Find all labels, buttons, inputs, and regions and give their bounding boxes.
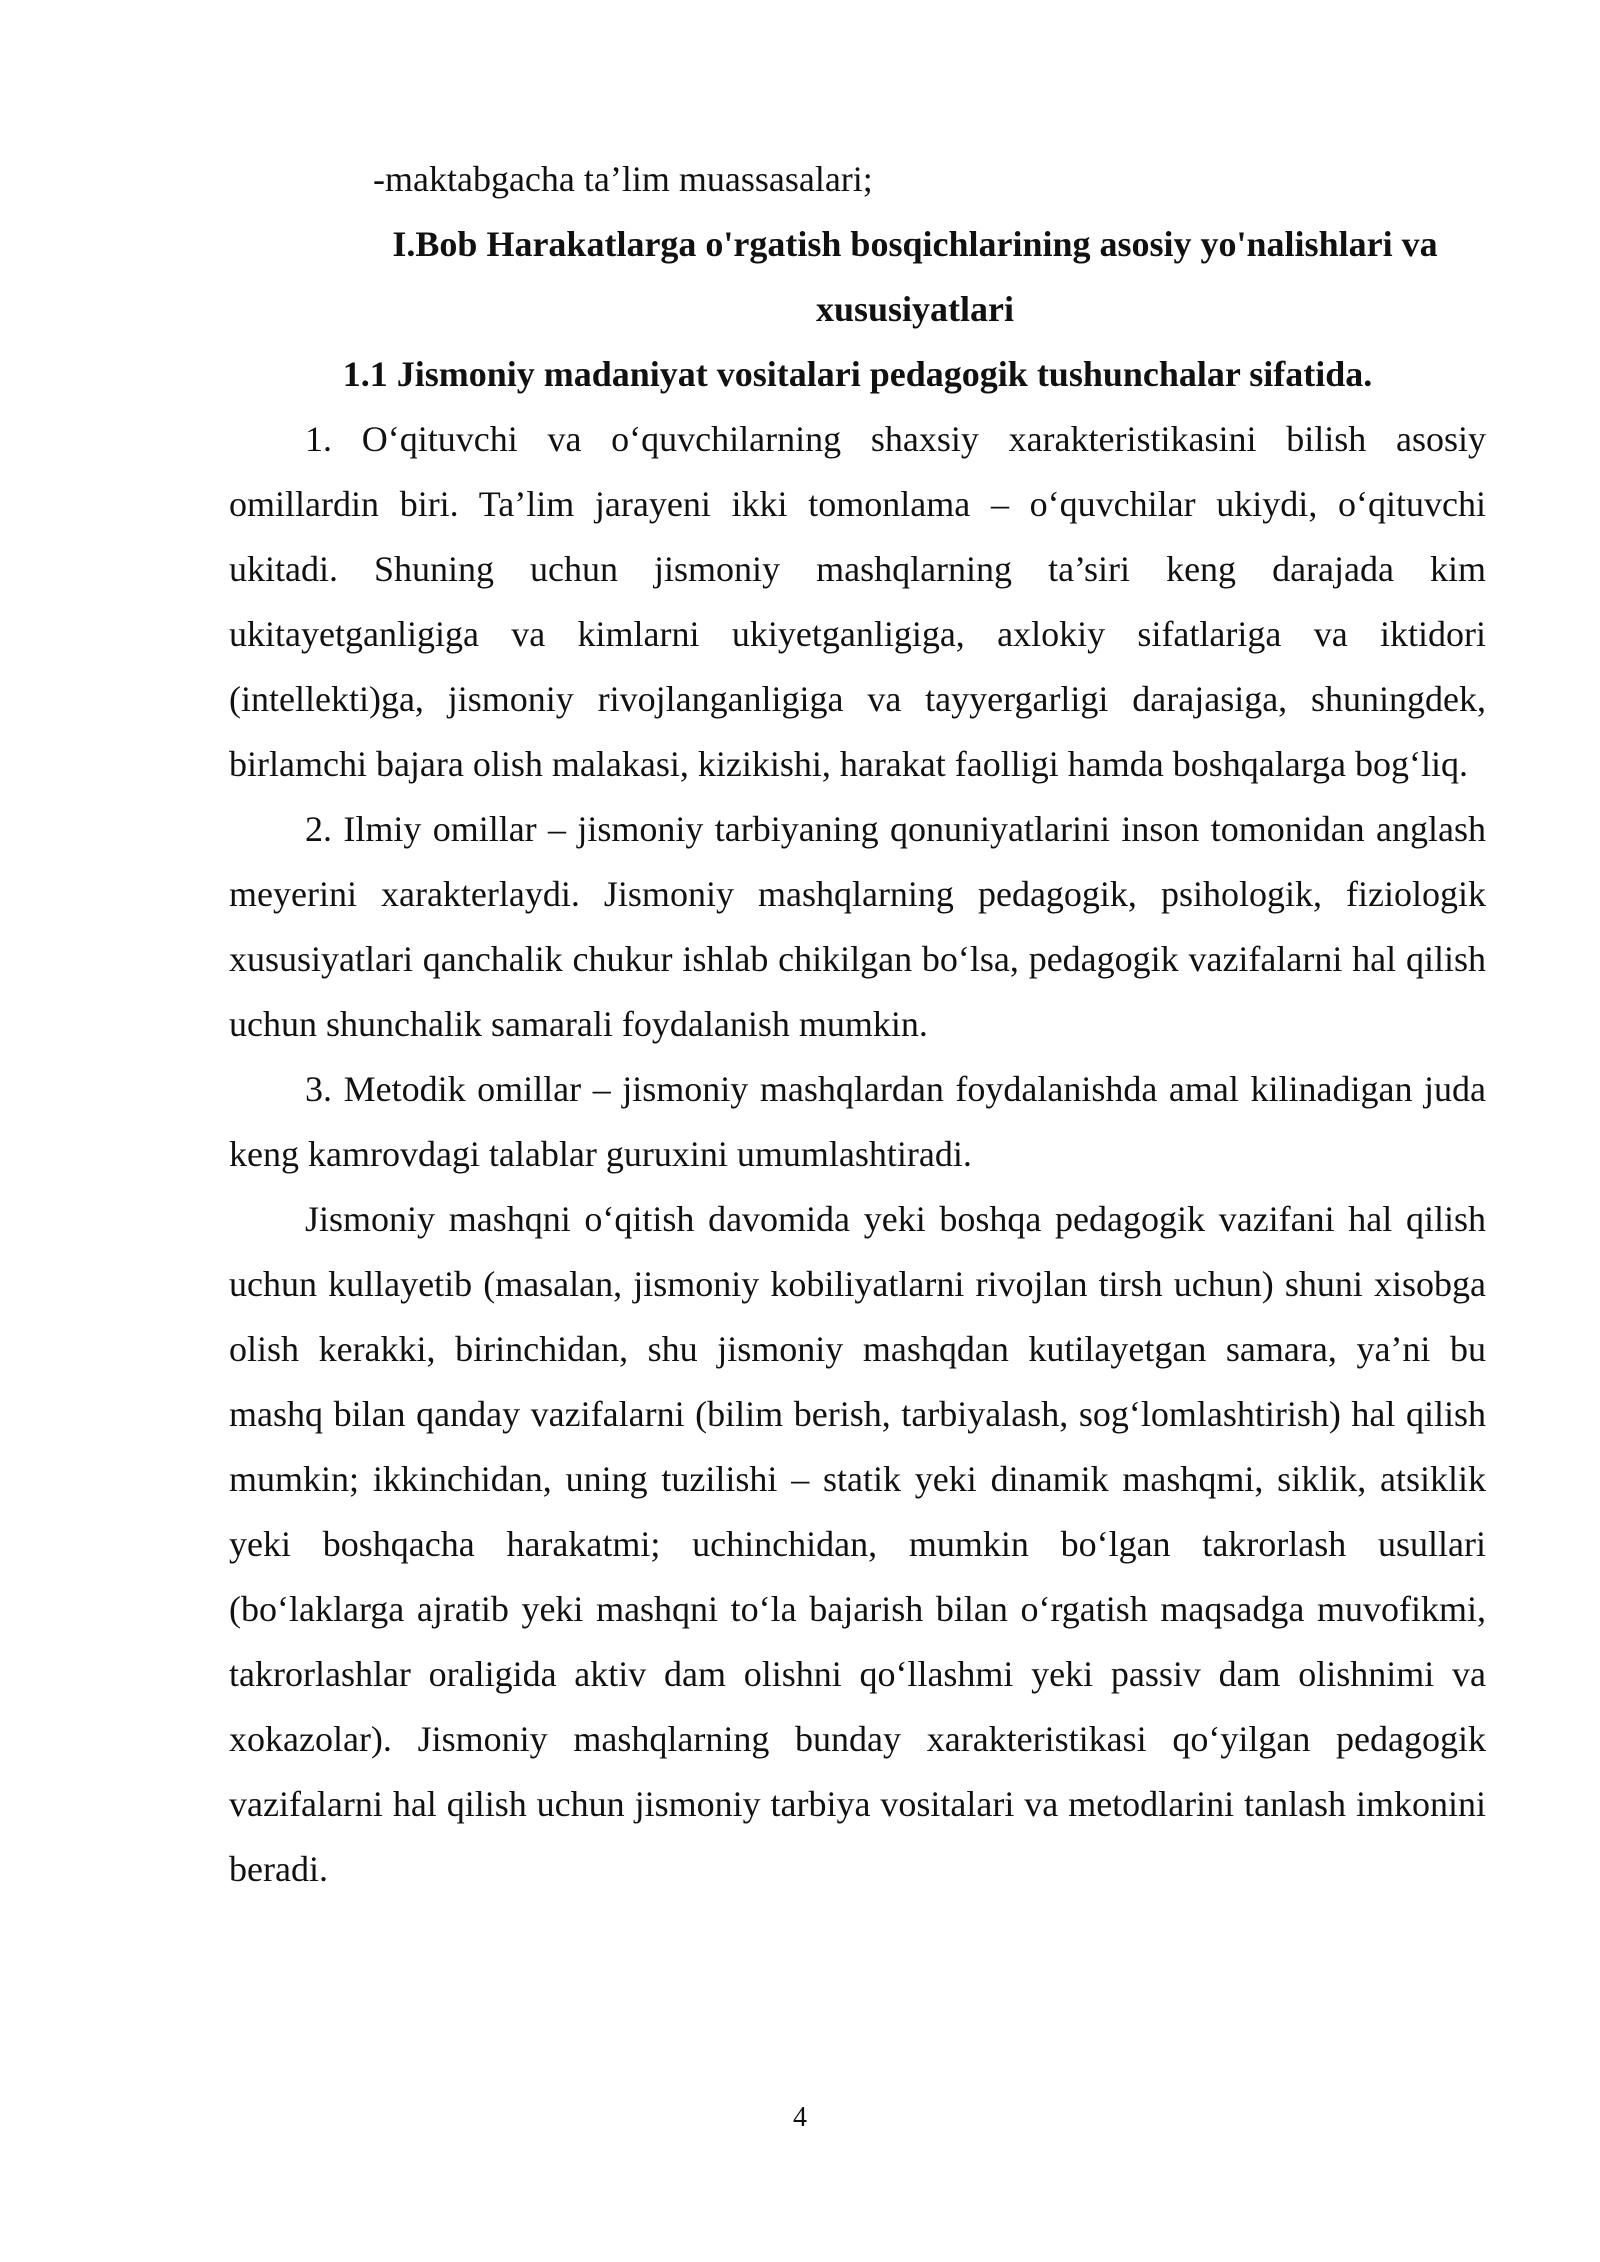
section-heading: 1.1 Jismoniy madaniyat vositalari pedagogik tushunchalar sifatida. bbox=[342, 354, 1373, 394]
page-number: 4 bbox=[793, 2102, 807, 2133]
intro-line: -maktabgacha ta’lim muassasalari; bbox=[373, 159, 873, 199]
chapter-heading: I.Bob Harakatlarga o'rgatish bosqichlarining asosiy yo'nalishlari va xususiyatlari bbox=[392, 224, 1438, 329]
page-content bbox=[229, 147, 1486, 1902]
paragraph-1: 1. O‘qituvchi va o‘quvchilarning shaxsiy xarakteristikasini bilish asosiy omillardin biri. Ta’lim jarayeni ikki tomonlama – o‘quvchilar ukiydi, o‘qituvchi ukitadi. Shuning uchun jismoniy mashqlarning ta’siri keng darajada kim ukitayetganligiga va kimlarni ukiyetganligiga, axlokiy sifatlariga va iktidori (intellekti)ga, jismoniy rivojlanganligiga va tayyergarligi darajasiga, shuningdek, birlamchi bajara olish malakasi, kizikishi, harakat faolligi hamda boshqalarga bog‘liq. bbox=[229, 419, 1486, 784]
paragraph-4: Jismoniy mashqni o‘qitish davomida yeki boshqa pedagogik vazifani hal qilish uchun kullayetib (masalan, jismoniy kobiliyatlarni rivojlan tirsh uchun) shuni xisobga olish kerakki, birinchidan, shu jismoniy mashqdan kutilayetgan samara, ya’ni bu mashq bilan qanday vazifalarni (bilim berish, tarbiyalash, sog‘lomlashtirish) hal qilish mumkin; ikkinchidan, uning tuzilishi – statik yeki dinamik mashqmi, siklik, atsiklik yeki boshqacha harakatmi; uchinchidan, mumkin bo‘lgan takrorlash usullari (bo‘laklarga ajratib yeki mashqni to‘la bajarish bilan o‘rgatish maqsadga muvofikmi, takrorlashlar oraligida aktiv dam olishni qo‘llashmi yeki passiv dam olishnimi va xokazolar). Jismoniy mashqlarning bunday xarakteristikasi qo‘yilgan pedagogik vazifalarni hal qilish uchun jismoniy tarbiya vositalari va metodlarini tanlash imkonini beradi. bbox=[229, 1199, 1486, 1889]
paragraph-3: 3. Metodik omillar – jismoniy mashqlardan foydalanishda amal kilinadigan juda keng kamrovdagi talablar guruxini umumlashtiradi. bbox=[229, 1069, 1486, 1174]
paragraph-2: 2. Ilmiy omillar – jismoniy tarbiyaning qonuniyatlarini inson tomonidan anglash meyerini xarakterlaydi. Jismoniy mashqlarning pedagogik, psihologik, fiziologik xususiyatlari qanchalik chukur ishlab chikilgan bo‘lsa, pedagogik vazifalarni hal qilish uchun shunchalik samarali foydalanish mumkin. bbox=[229, 809, 1486, 1044]
